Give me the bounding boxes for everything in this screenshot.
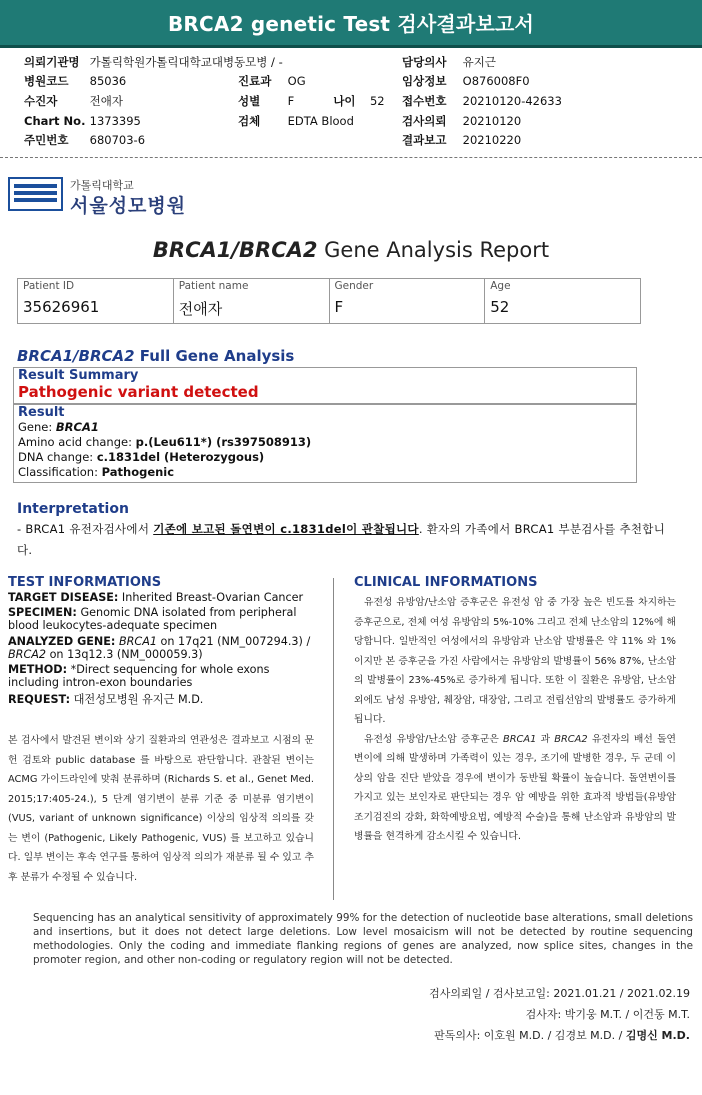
patient-id: 35626961 [23, 298, 100, 316]
institution-value: 가톨릭학원가톨릭대학교대병동모병 / - [89, 55, 283, 69]
clinical-info-row: 임상정보 O876008F0 [402, 74, 530, 88]
column-divider [333, 578, 334, 900]
patient-table [17, 278, 641, 324]
report-title: BRCA1/BRCA2 Gene Analysis Report [152, 238, 550, 262]
request-date-row: 검사의뢰 20210120 [402, 114, 522, 128]
resident-no-value: 680703-6 [89, 133, 146, 147]
test-info-body: TARGET DISEASE: Inherited Breast-Ovarian Cancer SPECIMEN: Genomic DNA isolated from peripheral blood leukocytes-adequate specimen ANALYZED GENE: BRCA1 on 17q21 (NM_007294.3) / BRCA2 on 13q12.3 (NM_000059.3) METHOD: *Direct sequencing for whole exons including intron-exon boundaries REQUEST: 대전성모병원 유지근 M.D. [8, 591, 311, 707]
signoff-testers: 검사자: 박기웅 M.T. / 이건동 M.T. [525, 1008, 690, 1021]
doctor-value: 유지근 [462, 55, 496, 69]
signoff-doctors: 판독의사: 이호원 M.D. / 김경보 M.D. / 김명신 M.D. [434, 1029, 690, 1042]
hospital-code-value: 85036 [89, 74, 127, 88]
report-date-value: 20210220 [462, 133, 522, 147]
result-gene: Gene: BRCA1 [18, 420, 99, 434]
doctor-row: 담당의사 유지근 [402, 55, 496, 69]
age-value: 52 [369, 94, 385, 108]
result-label: Result [18, 405, 65, 420]
patient-age-cell: Age 52 [485, 279, 640, 323]
patient-age: 52 [490, 298, 510, 316]
result-classification: Classification: Pathogenic [18, 465, 175, 479]
chart-no-value: 1373395 [89, 114, 141, 128]
chart-no-row: Chart No. 1373395 [24, 114, 141, 128]
department-value: OG [287, 74, 306, 88]
analysis-section-title: BRCA1/BRCA2 Full Gene Analysis [17, 347, 295, 365]
result-summary-box [13, 367, 637, 404]
sex-value: F [287, 94, 295, 108]
specimen-value: EDTA Blood [287, 114, 354, 128]
report-header-bar [0, 0, 702, 48]
result-box [13, 404, 637, 483]
examinee-value: 전애자 [89, 94, 123, 108]
report-date-row: 결과보고 20210220 [402, 133, 522, 147]
department-row: 진료과 OG [238, 74, 306, 88]
hospital-name: 서울성모병원 [70, 195, 187, 217]
patient-name-cell: Patient name 전애자 [174, 279, 330, 323]
clinical-info-body: 유전성 유방암/난소암 증후군은 유전성 암 중 가장 높은 빈도를 차지하는 증후군으로, 전체 여성 유방암의 5%-10% 그리고 전체 난소암의 12%에 해당합니다. 일반적인 여성에서의 유방암과 난소암 발병률은 약 11% 와 1%이지만 본 증후군을 가진 사람에서는 유방암의 발병률이 56% 87%, 난소암의 발병률이 23%-45%로 증가하게 됩니다. 또한 이 질환은 유방암, 난소암 외에도 남성 유방암, 췌장암, 대장암, 그리고 전립선암의 발병률도 증가하게 됩니다. 유전성 유방암/난소암 증후군은 BRCA1 과 BRCA2 유전자의 배선 돌연변이에 의해 발생하며 가족력이 있는 경우, 조기에 발병한 경우, 두 군데 이상의 암을 진단 받았을 경우에 변이가 동반될 확률이 높습니다. 돌연변이를 가지고 있는 보인자로 판단되는 경우 암 예방을 위한 효과적 방법들(유방암 조기검진의 강화, 화학예방요법, 예방적 수술)을 통해 난소암과 유방암의 발병률을 현격하게 감소시킬 수 있습니다. [354, 597, 676, 842]
sex-row: 성별 F 나이 52 [238, 94, 385, 108]
request-date-value: 20210120 [462, 114, 522, 128]
resident-no-row: 주민번호 680703-6 [24, 133, 146, 147]
specimen-row: 검체 EDTA Blood [238, 114, 354, 128]
institution-row: 의뢰기관명 가톨릭학원가톨릭대학교대병동모병 / - [24, 55, 283, 69]
patient-id-cell: Patient ID 35626961 [18, 279, 174, 323]
header-divider [0, 157, 702, 158]
test-info-title: TEST INFORMATIONS [8, 575, 162, 590]
result-dna-change: DNA change: c.1831del (Heterozygous) [18, 450, 265, 464]
university-name: 가톨릭대학교 [70, 179, 134, 192]
hospital-logo [8, 177, 63, 211]
result-amino-acid: Amino acid change: p.(Leu611*) (rs397508913) [18, 435, 312, 449]
clinical-info-value: O876008F0 [462, 74, 530, 88]
hospital-code-row: 병원코드 85036 [24, 74, 127, 88]
interpretation-text: - BRCA1 유전자검사에서 기존에 보고된 돌연변이 c.1831del이 관찰됩니다. 환자의 가족에서 BRCA1 부분검사를 추천합니다. [17, 522, 666, 557]
examinee-row: 수진자 전애자 [24, 94, 123, 108]
patient-name: 전애자 [178, 300, 223, 318]
result-summary-label: Result Summary [18, 368, 139, 383]
interpretation-title: Interpretation [17, 501, 129, 517]
result-summary-value: Pathogenic variant detected [18, 383, 259, 401]
receipt-no-row: 접수번호 20210120-42633 [402, 94, 562, 108]
signoff-dates: 검사의뢰일 / 검사보고일: 2021.01.21 / 2021.02.19 [429, 987, 690, 1000]
clinical-info-title: CLINICAL INFORMATIONS [354, 575, 538, 590]
patient-gender-cell: Gender F [330, 279, 486, 323]
patient-gender: F [334, 298, 344, 316]
report-header-title: BRCA2 genetic Test 검사결과보고서 [167, 12, 535, 36]
receipt-no-value: 20210120-42633 [462, 94, 562, 108]
sequencing-footnote: Sequencing has an analytical sensitivity of approximately 99% for the detection of nucleotide base alterations, small deletions and insertions, but it does not detect large deletions. Low level mosaicism will not be detected by routine sequencing methodologies. Only the coding and immediate flanking regions of genes are analyzed, now splice sites, changes in the promoter region, and other non-coding or regulatory region will not be detected. [33, 912, 693, 966]
classification-note: 본 검사에서 발견된 변이와 상기 질환과의 연관성은 결과보고 시점의 문헌 검토와 public database 를 바탕으로 판단합니다. 관찰된 변이는 ACMG 가이드라인에 맞춰 분류하며 (Richards S. et al., Genet Med. 2015;17:405-24.), 5 단계 염기변이 분류 기준 중 미분류 염기변이 (VUS, variant of unknown significance) 이상의 임상적 의의를 갖는 변이 (Pathogenic, Likely Pathogenic, VUS) 를 보고하고 있습니다. 일부 변이는 후속 연구를 통하여 임상적 의의가 재분류 될 수 있고 추후 분류가 수정될 수 있습니다. [8, 735, 314, 883]
